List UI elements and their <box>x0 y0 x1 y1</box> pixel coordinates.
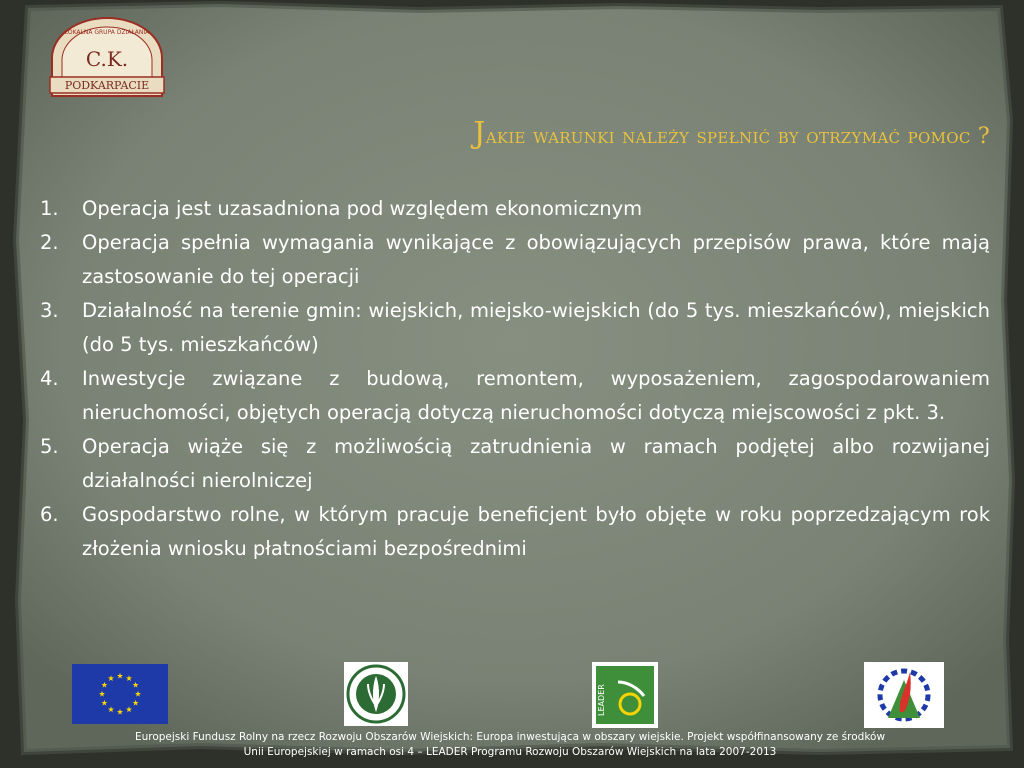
item-number: 3. <box>40 299 59 322</box>
item-number: 5. <box>40 435 59 458</box>
item-text: Operacja wiąże się z możliwością zatrudnienia w ramach podjętej albo rozwijanej działalności nierolniczej <box>82 435 990 492</box>
footer-text <box>60 730 960 760</box>
slide-title <box>100 116 990 151</box>
list-item <box>40 294 990 362</box>
leader-label: LEADER <box>597 684 606 716</box>
leader-logo-icon <box>592 662 658 728</box>
item-number: 2. <box>40 231 59 254</box>
logo-name: PODKARPACIE <box>64 79 150 92</box>
logo-initials: C.K. <box>85 47 129 71</box>
list-item <box>40 362 990 430</box>
footer-line-1: Europejski Fundusz Rolny na rzecz Rozwoju Obszarów Wiejskich: Europa inwestująca w obszary wiejskie. Projekt współfinansowany ze środków <box>134 731 886 743</box>
item-text: Inwestycje związane z budową, remontem, wyposażeniem, zagospodarowaniem nieruchomości, objętych operacją dotyczą nieruchomości dotyczą miejscowości z pkt. 3. <box>82 367 990 424</box>
item-text: Działalność na terenie gmin: wiejskich, miejsko-wiejskich (do 5 tys. mieszkańców), miejskich (do 5 tys. mieszkańców) <box>82 299 990 356</box>
item-text: Operacja spełnia wymagania wynikające z obowiązujących przepisów prawa, które mają zastosowanie do tej operacji <box>82 231 990 288</box>
title-first-letter: J <box>473 116 486 151</box>
requirements-list <box>40 192 990 566</box>
footer-logos <box>0 662 1024 730</box>
item-number: 1. <box>40 197 59 220</box>
item-number: 6. <box>40 503 59 526</box>
title-rest: akie warunki należy spełnić by otrzymać pomoc ? <box>485 124 990 149</box>
list-item <box>40 430 990 498</box>
logo-arc-text: LOKALNA GRUPA DZIAŁANIA <box>64 29 150 36</box>
list-item <box>40 498 990 566</box>
ministry-seal-icon <box>344 662 408 726</box>
list-item <box>40 192 990 226</box>
eu-flag-icon <box>72 664 168 724</box>
footer-line-2: Unii Europejskiej w ramach osi 4 – LEADER Programu Rozwoju Obszarów Wiejskich na lata 2007-2013 <box>243 746 777 758</box>
ck-podkarpacie-logo <box>44 14 170 98</box>
regional-emblem-icon <box>864 662 944 728</box>
list-item <box>40 226 990 294</box>
item-text: Gospodarstwo rolne, w którym pracuje beneficjent było objęte w roku poprzedzającym rok złożenia wniosku płatnościami bezpośrednimi <box>82 503 990 560</box>
item-text: Operacja jest uzasadniona pod względem ekonomicznym <box>82 197 643 220</box>
item-number: 4. <box>40 367 59 390</box>
